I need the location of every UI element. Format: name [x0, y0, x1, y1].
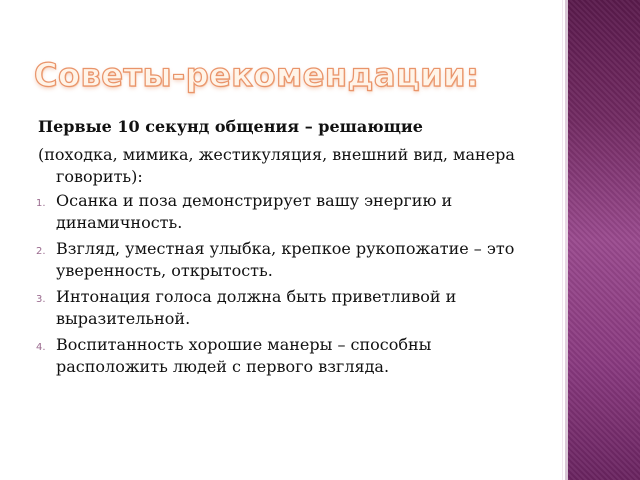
list-item-text: Взгляд, уместная улыбка, крепкое рукопожатие – это уверенность, открытость. — [56, 239, 515, 280]
list-item-text: Интонация голоса должна быть приветливой и выразительной. — [56, 287, 457, 328]
list-item — [38, 190, 546, 234]
slide-title: Советы-рекомендации: — [34, 56, 480, 94]
list-item-number: 1. — [36, 198, 46, 209]
list-item-number: 2. — [36, 246, 46, 257]
list-item-text: Воспитанность хорошие манеры – способны расположить людей с первого взгляда. — [56, 335, 432, 376]
sub-text: (походка, мимика, жестикуляция, внешний вид, манера говорить): — [38, 145, 515, 186]
slide-content — [38, 116, 546, 382]
numbered-list — [38, 190, 546, 378]
list-item — [38, 238, 546, 282]
side-decorative-band — [568, 0, 640, 480]
side-divider-line — [562, 0, 563, 480]
list-item — [38, 334, 546, 378]
list-item-number: 4. — [36, 342, 46, 353]
list-item-text: Осанка и поза демонстрирует вашу энергию и динамичность. — [56, 191, 453, 232]
lead-text: Первые 10 секунд общения – решающие — [38, 117, 423, 136]
list-item-number: 3. — [36, 294, 46, 305]
list-item — [38, 286, 546, 330]
